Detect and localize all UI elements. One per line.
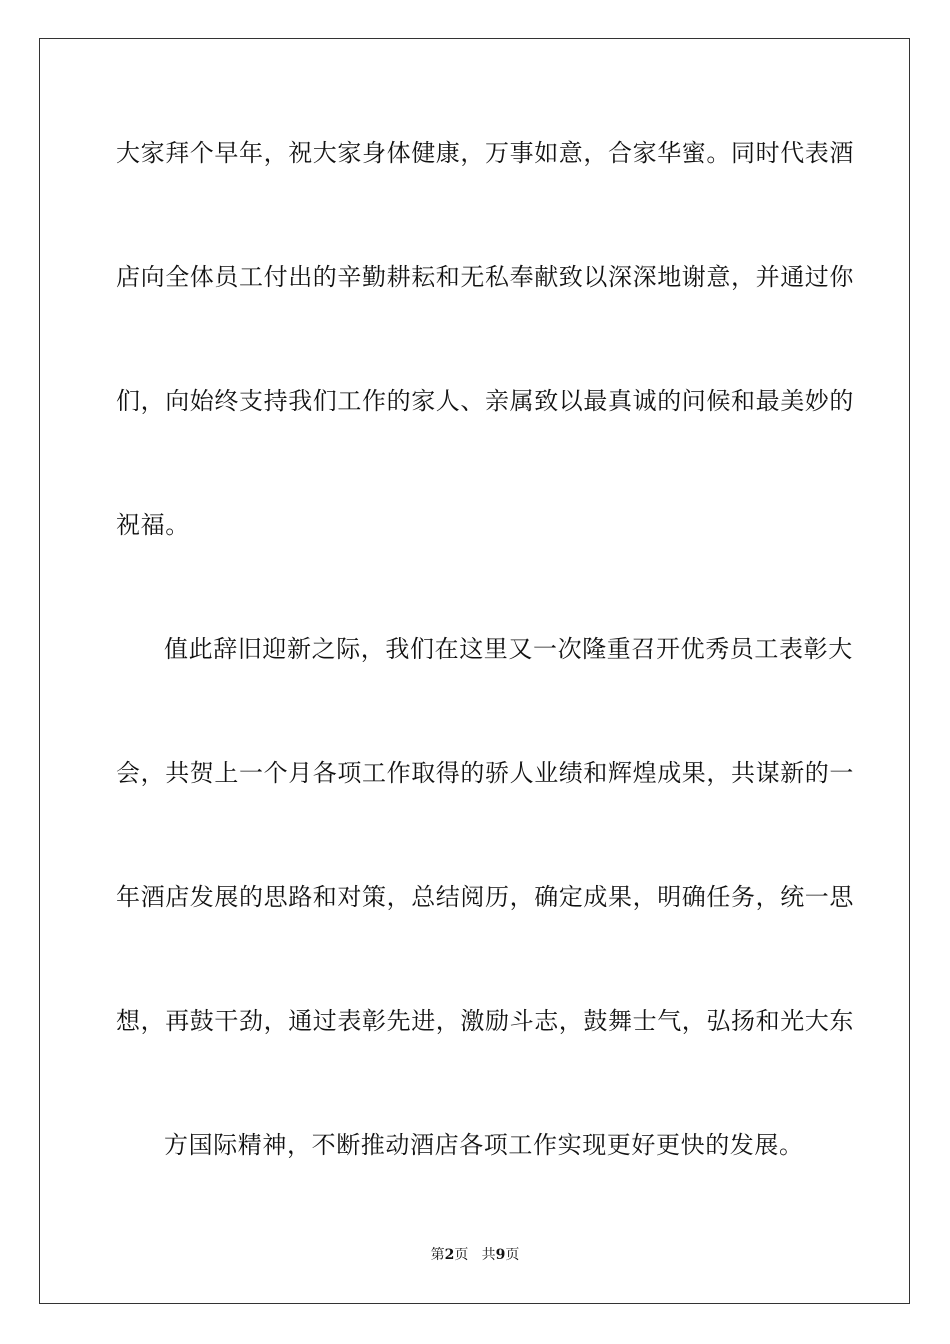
paragraph-2-line-3: 年酒店发展的思路和对策，总结阅历，确定成果，明确任务，统一思 [116, 883, 854, 911]
paragraph-1-line-4: 祝福。 [116, 511, 190, 539]
footer-total-prefix: 共 [481, 1247, 496, 1263]
page-footer [0, 1246, 950, 1264]
footer-total-pages: 9 [495, 1247, 506, 1263]
page-border [39, 38, 910, 1304]
footer-page-prefix: 第 [430, 1247, 445, 1263]
paragraph-1-line-1: 大家拜个早年，祝大家身体健康，万事如意，合家华蜜。同时代表酒 [116, 139, 854, 167]
footer-page-number: 2 [444, 1247, 455, 1263]
paragraph-1-line-3: 们，向始终支持我们工作的家人、亲属致以最真诚的问候和最美妙的 [116, 387, 854, 415]
footer-page-suffix: 页 [454, 1247, 469, 1263]
footer-total-suffix: 页 [505, 1247, 520, 1263]
paragraph-2-line-5: 方国际精神，不断推动酒店各项工作实现更好更快的发展。 [164, 1131, 804, 1159]
paragraph-2-line-4: 想，再鼓干劲，通过表彰先进，激励斗志，鼓舞士气，弘扬和光大东 [116, 1007, 854, 1035]
paragraph-2-line-1: 值此辞旧迎新之际，我们在这里又一次隆重召开优秀员工表彰大 [164, 635, 853, 663]
paragraph-2-line-2: 会，共贺上一个月各项工作取得的骄人业绩和辉煌成果，共谋新的一 [116, 759, 854, 787]
paragraph-1-line-2: 店向全体员工付出的辛勤耕耘和无私奉献致以深深地谢意，并通过你 [116, 263, 854, 291]
